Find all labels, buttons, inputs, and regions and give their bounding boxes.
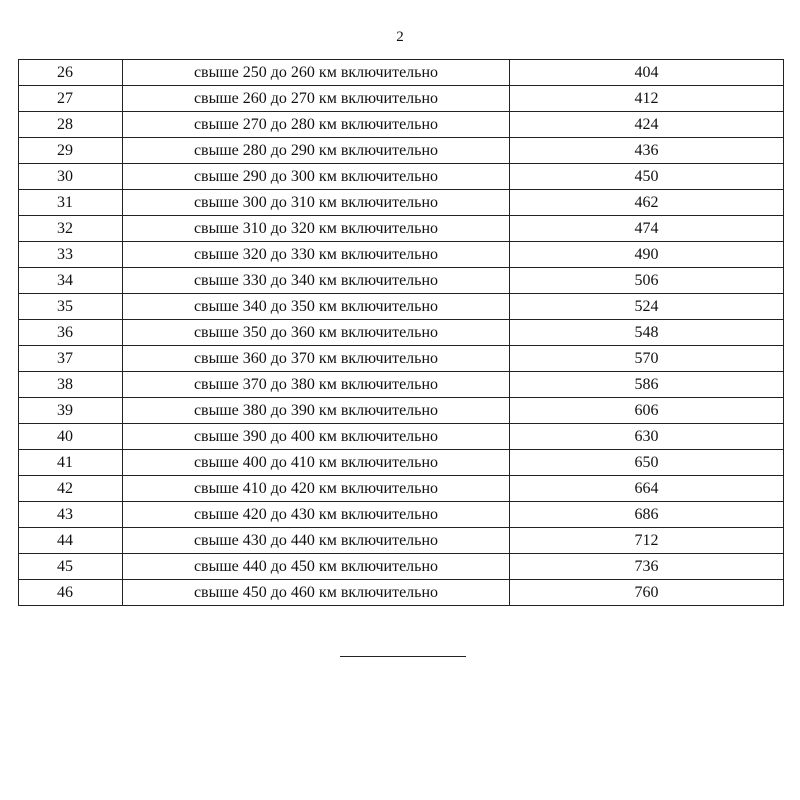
distance-range-cell: свыше 330 до 340 км включительно <box>123 268 510 294</box>
value-cell: 606 <box>510 398 784 424</box>
row-number-cell: 43 <box>19 502 123 528</box>
value-cell: 490 <box>510 242 784 268</box>
distance-range-cell: свыше 280 до 290 км включительно <box>123 138 510 164</box>
row-number-cell: 34 <box>19 268 123 294</box>
value-cell: 524 <box>510 294 784 320</box>
row-number-cell: 39 <box>19 398 123 424</box>
value-cell: 760 <box>510 580 784 606</box>
table-row <box>19 554 784 580</box>
row-number-cell: 29 <box>19 138 123 164</box>
distance-range-cell: свыше 420 до 430 км включительно <box>123 502 510 528</box>
distance-range-cell: свыше 370 до 380 км включительно <box>123 372 510 398</box>
value-cell: 570 <box>510 346 784 372</box>
table-row <box>19 398 784 424</box>
end-of-document-line <box>340 656 466 657</box>
distance-range-cell: свыше 270 до 280 км включительно <box>123 112 510 138</box>
table-row <box>19 294 784 320</box>
table-row <box>19 190 784 216</box>
row-number-cell: 45 <box>19 554 123 580</box>
row-number-cell: 37 <box>19 346 123 372</box>
table-row <box>19 372 784 398</box>
distance-range-cell: свыше 380 до 390 км включительно <box>123 398 510 424</box>
distance-range-cell: свыше 450 до 460 км включительно <box>123 580 510 606</box>
table-row <box>19 86 784 112</box>
table-row <box>19 112 784 138</box>
table-row <box>19 216 784 242</box>
row-number-cell: 42 <box>19 476 123 502</box>
row-number-cell: 36 <box>19 320 123 346</box>
distance-range-cell: свыше 250 до 260 км включительно <box>123 60 510 86</box>
table-row <box>19 138 784 164</box>
row-number-cell: 33 <box>19 242 123 268</box>
value-cell: 506 <box>510 268 784 294</box>
value-cell: 462 <box>510 190 784 216</box>
row-number-cell: 32 <box>19 216 123 242</box>
value-cell: 412 <box>510 86 784 112</box>
value-cell: 424 <box>510 112 784 138</box>
value-cell: 586 <box>510 372 784 398</box>
distance-range-cell: свыше 360 до 370 км включительно <box>123 346 510 372</box>
row-number-cell: 35 <box>19 294 123 320</box>
value-cell: 650 <box>510 450 784 476</box>
row-number-cell: 30 <box>19 164 123 190</box>
row-number-cell: 28 <box>19 112 123 138</box>
row-number-cell: 40 <box>19 424 123 450</box>
value-cell: 474 <box>510 216 784 242</box>
distance-range-cell: свыше 310 до 320 км включительно <box>123 216 510 242</box>
value-cell: 436 <box>510 138 784 164</box>
distance-range-cell: свыше 390 до 400 км включительно <box>123 424 510 450</box>
distance-range-cell: свыше 350 до 360 км включительно <box>123 320 510 346</box>
value-cell: 404 <box>510 60 784 86</box>
table-body <box>19 60 784 606</box>
row-number-cell: 38 <box>19 372 123 398</box>
table-row <box>19 450 784 476</box>
value-cell: 450 <box>510 164 784 190</box>
distance-range-cell: свыше 410 до 420 км включительно <box>123 476 510 502</box>
value-cell: 686 <box>510 502 784 528</box>
row-number-cell: 46 <box>19 580 123 606</box>
row-number-cell: 31 <box>19 190 123 216</box>
table-row <box>19 580 784 606</box>
table-row <box>19 320 784 346</box>
distance-range-cell: свыше 440 до 450 км включительно <box>123 554 510 580</box>
row-number-cell: 41 <box>19 450 123 476</box>
page-number: 2 <box>396 29 404 45</box>
value-cell: 548 <box>510 320 784 346</box>
distance-range-cell: свыше 300 до 310 км включительно <box>123 190 510 216</box>
distance-range-cell: свыше 340 до 350 км включительно <box>123 294 510 320</box>
table-row <box>19 424 784 450</box>
table-row <box>19 346 784 372</box>
distance-range-cell: свыше 260 до 270 км включительно <box>123 86 510 112</box>
table-row <box>19 502 784 528</box>
distance-range-cell: свыше 400 до 410 км включительно <box>123 450 510 476</box>
value-cell: 736 <box>510 554 784 580</box>
tariff-table <box>18 59 784 606</box>
value-cell: 664 <box>510 476 784 502</box>
table-row <box>19 268 784 294</box>
row-number-cell: 26 <box>19 60 123 86</box>
table-row <box>19 60 784 86</box>
distance-range-cell: свыше 290 до 300 км включительно <box>123 164 510 190</box>
distance-range-cell: свыше 430 до 440 км включительно <box>123 528 510 554</box>
table-row <box>19 242 784 268</box>
value-cell: 630 <box>510 424 784 450</box>
value-cell: 712 <box>510 528 784 554</box>
table-row <box>19 164 784 190</box>
row-number-cell: 44 <box>19 528 123 554</box>
table-row <box>19 528 784 554</box>
distance-range-cell: свыше 320 до 330 км включительно <box>123 242 510 268</box>
table-row <box>19 476 784 502</box>
row-number-cell: 27 <box>19 86 123 112</box>
